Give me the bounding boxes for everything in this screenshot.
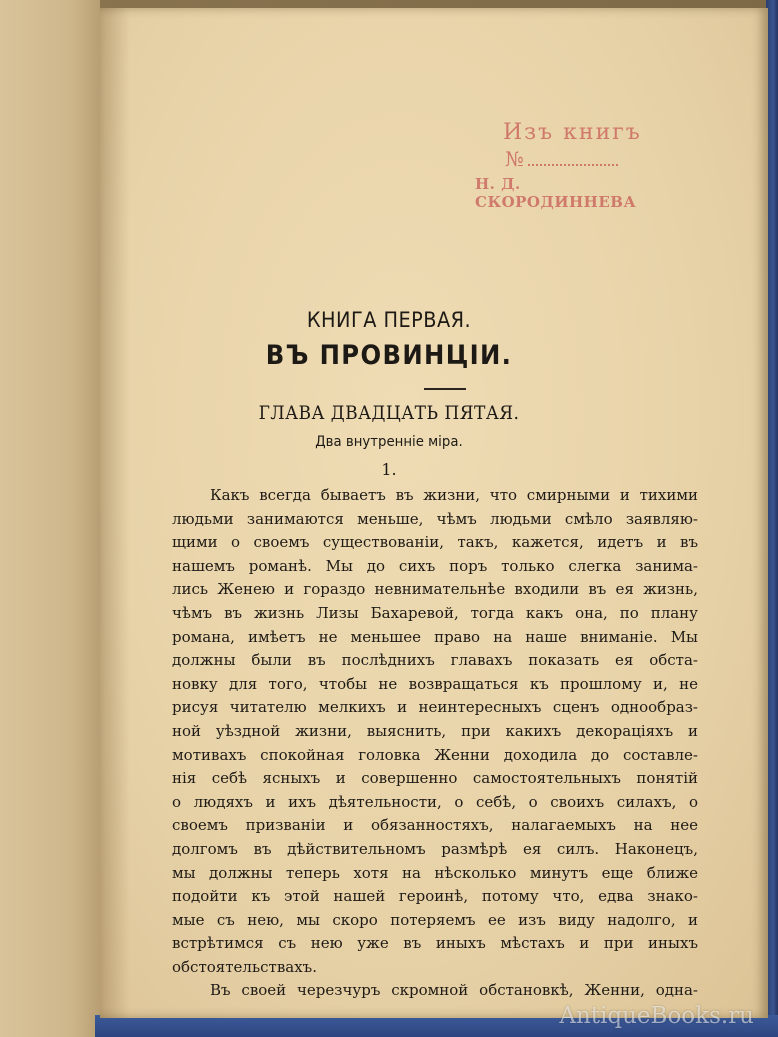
- page-gutter-shadow: [100, 8, 130, 1018]
- previous-page-edge: [0, 0, 100, 1037]
- text-line: людьми занимаются меньше, чѣмъ людьми смѣло заявляю-: [172, 509, 698, 528]
- stamp-dotted-line: [528, 154, 618, 166]
- text-line: о людяхъ и ихъ дѣятельности, о себѣ, о своихъ силахъ, о: [172, 792, 698, 811]
- text-line: романа, имѣетъ не меньшее право на наше вниманіе. Мы: [172, 627, 698, 646]
- text-line: чѣмъ въ жизнь Лизы Бахаревой, тогда какъ она, по плану: [172, 603, 698, 622]
- text-line: своемъ призваніи и обязанностяхъ, налагаемыхъ на нее: [172, 816, 698, 835]
- text-line: нія себѣ ясныхъ и совершенно самостоятельныхъ понятій: [172, 769, 698, 788]
- stamp-number-sign: №: [505, 147, 524, 171]
- body-text: [172, 484, 698, 1003]
- title-divider-rule: [424, 388, 466, 390]
- part-title: ВЪ ПРОВИНЦІИ.: [265, 340, 513, 371]
- library-stamp: [395, 120, 655, 211]
- text-line: мы должны теперь хотя на нѣсколько минутъ еще ближе: [172, 863, 698, 882]
- text-line: новку для того, чтобы не возвращаться къ прошлому и, не: [172, 674, 698, 693]
- text-line: рисуя читателю мелкихъ и неинтересныхъ сценъ однообраз-: [172, 698, 698, 717]
- text-line: подойти къ этой нашей героинѣ, потому что, едва знако-: [172, 887, 698, 906]
- text-line: долгомъ въ дѣйствительномъ размѣрѣ ея силъ. Наконецъ,: [172, 839, 698, 858]
- text-line: Въ своей черезчуръ скромной обстановкѣ, Женни, одна-: [210, 981, 698, 1000]
- text-line: лись Женею и гораздо невнимательнѣе входили въ ея жизнь,: [172, 580, 698, 599]
- text-line: мотивахъ спокойная головка Женни доходила до составле-: [172, 745, 698, 764]
- text-line: нашемъ романѣ. Мы до сихъ поръ только слегка занима-: [172, 556, 698, 575]
- text-line: Какъ всегда бываетъ въ жизни, что смирными и тихими: [210, 486, 698, 504]
- chapter-title: ГЛАВА ДВАДЦАТЬ ПЯТАЯ.: [258, 402, 520, 424]
- text-line: щими о своемъ существованіи, такъ, кажется, идетъ и въ: [172, 533, 698, 552]
- book-title: КНИГА ПЕРВАЯ.: [306, 308, 472, 332]
- stamp-line-2: [395, 147, 655, 171]
- text-line: обстоятельствахъ.: [172, 957, 317, 976]
- text-line: должны были въ послѣднихъ главахъ показать ея обста-: [172, 651, 698, 670]
- stamp-line-1: Изъ книгъ: [503, 120, 642, 145]
- text-line: встрѣтимся съ нею уже въ иныхъ мѣстахъ и при иныхъ: [172, 934, 698, 953]
- text-line: ной уѣздной жизни, выяснить, при какихъ декораціяхъ и: [172, 721, 698, 740]
- stamp-owner-name: Н. Д. СКОРОДИННЕВА: [475, 175, 637, 211]
- site-watermark: AntiqueBooks.ru: [559, 1003, 754, 1029]
- text-line: мые съ нею, мы скоро потеряемъ ее изъ виду надолго, и: [172, 910, 698, 929]
- chapter-subtitle: Два внутренніе міра.: [315, 434, 463, 450]
- section-number: 1.: [381, 460, 397, 479]
